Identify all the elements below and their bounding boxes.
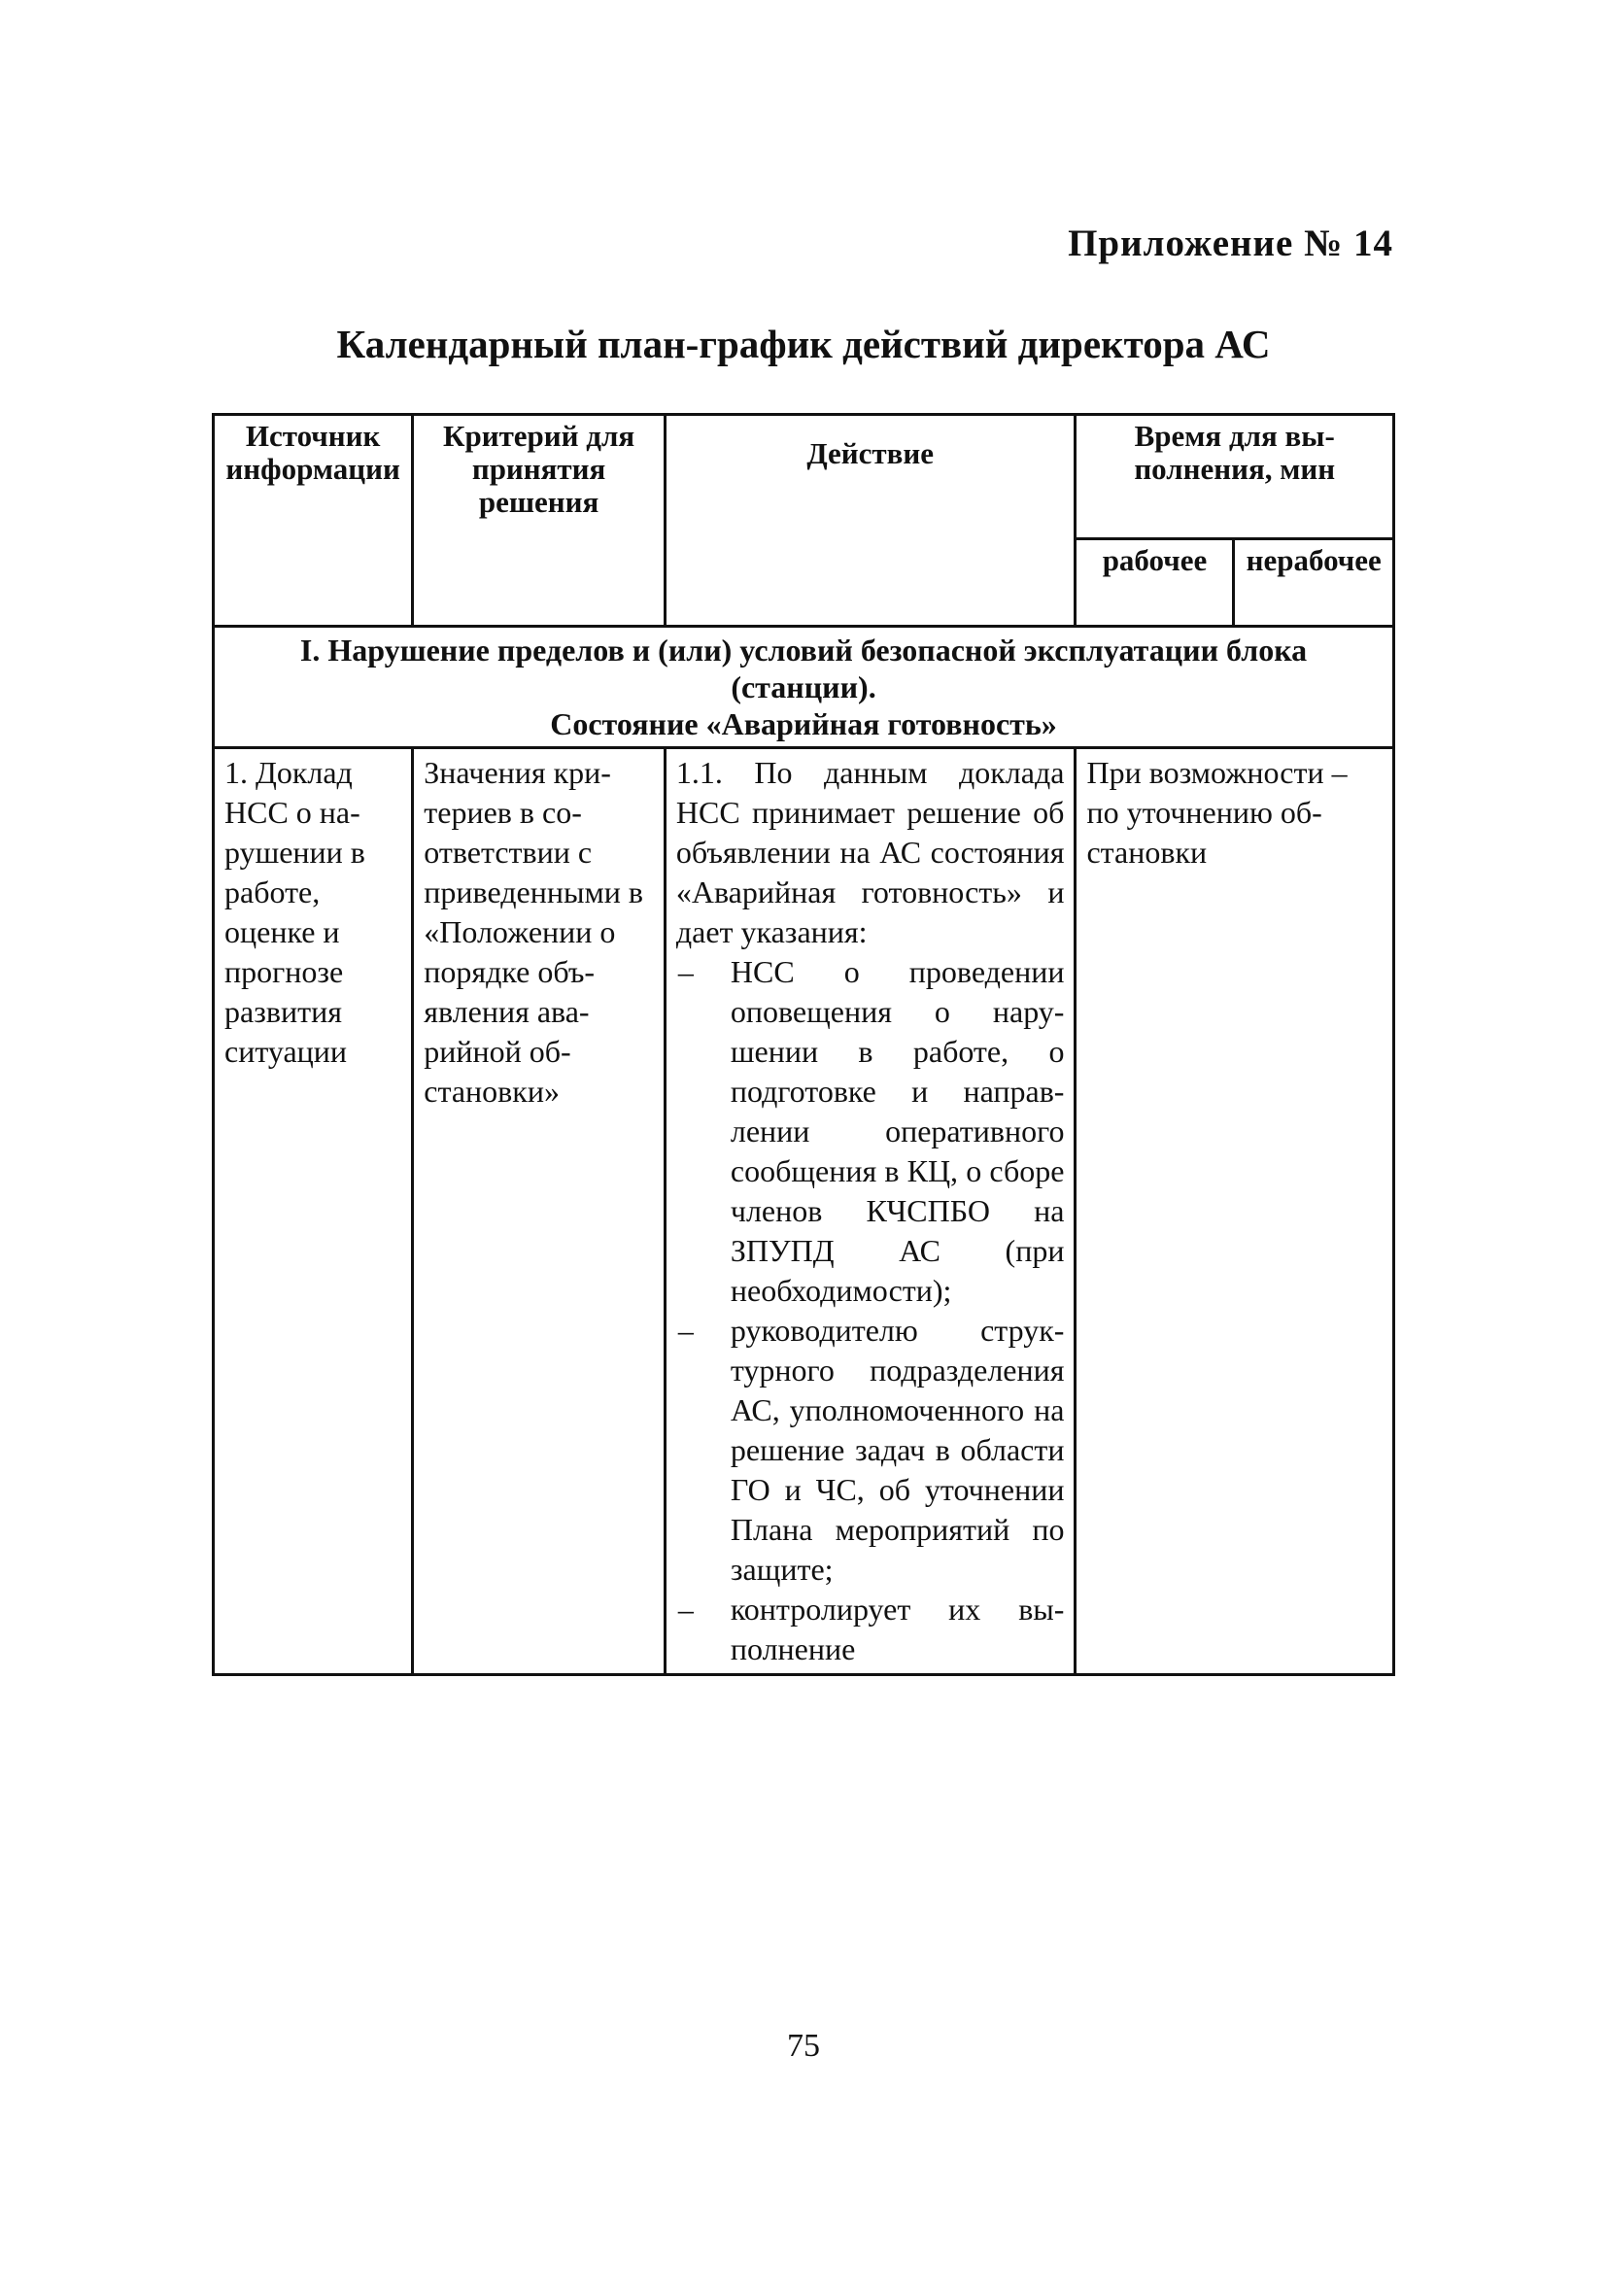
cell-time: При возможности – по уточнению обстановки xyxy=(1076,748,1394,1675)
page-number: 75 xyxy=(787,2028,820,2064)
cell-criterion: Значения критериев в соответствии с приведенными в «Положении о порядке объявления аварийной обстановки» xyxy=(413,748,666,1675)
section-heading-line1: I. Нарушение пределов и (или) условий безопасной эксплуатации блока (станции). xyxy=(299,633,1308,704)
section-heading xyxy=(214,627,1394,748)
dash-marker: – xyxy=(677,1313,694,1348)
list-item xyxy=(676,1590,1065,1669)
list-item-text: контролирует их выполнение xyxy=(730,1592,1065,1666)
dash-marker: – xyxy=(677,1592,694,1627)
column-header-source: Источник информации xyxy=(214,415,413,627)
list-item xyxy=(676,952,1065,1311)
list-item xyxy=(676,1311,1065,1590)
schedule-table xyxy=(212,413,1395,1676)
dash-marker: – xyxy=(677,954,694,989)
appendix-label: Приложение № 14 xyxy=(1068,223,1393,264)
table-row xyxy=(214,748,1394,1675)
column-header-criterion: Критерий для принятия решения xyxy=(413,415,666,627)
column-header-time-nonwork: нерабочее xyxy=(1234,539,1394,627)
document-title: Календарный план-график действий директора АС xyxy=(336,322,1271,366)
table-header-row xyxy=(214,415,1394,539)
column-header-time-work: рабочее xyxy=(1076,539,1234,627)
action-intro: 1.1. По данным доклада НСС принимает решение об объявлении на АС состояния «Аварийная готовность» и дает указания: xyxy=(675,755,1065,949)
list-item-text: руководителю структурного подразделения АС, уполномоченного на решение задач в области ГО и ЧС, об уточнении Плана мероприятий по защите; xyxy=(730,1313,1065,1587)
column-header-time: Время для выполнения, мин xyxy=(1076,415,1394,539)
list-item-text: НСС о проведении оповещения о нарушении в работе, о подготовке и направлении оперативного сообщения в КЦ, о сборе членов КЧСПБО на ЗПУПД АС (при необходимости); xyxy=(730,954,1065,1308)
section-row xyxy=(214,627,1394,748)
cell-action xyxy=(665,748,1076,1675)
action-list xyxy=(676,952,1065,1669)
section-heading-line2: Состояние «Аварийная готовность» xyxy=(550,706,1057,741)
column-header-action: Действие xyxy=(665,415,1076,627)
cell-source: 1. Доклад НСС о нарушении в работе, оценке и прогнозе развития ситуации xyxy=(214,748,413,1675)
